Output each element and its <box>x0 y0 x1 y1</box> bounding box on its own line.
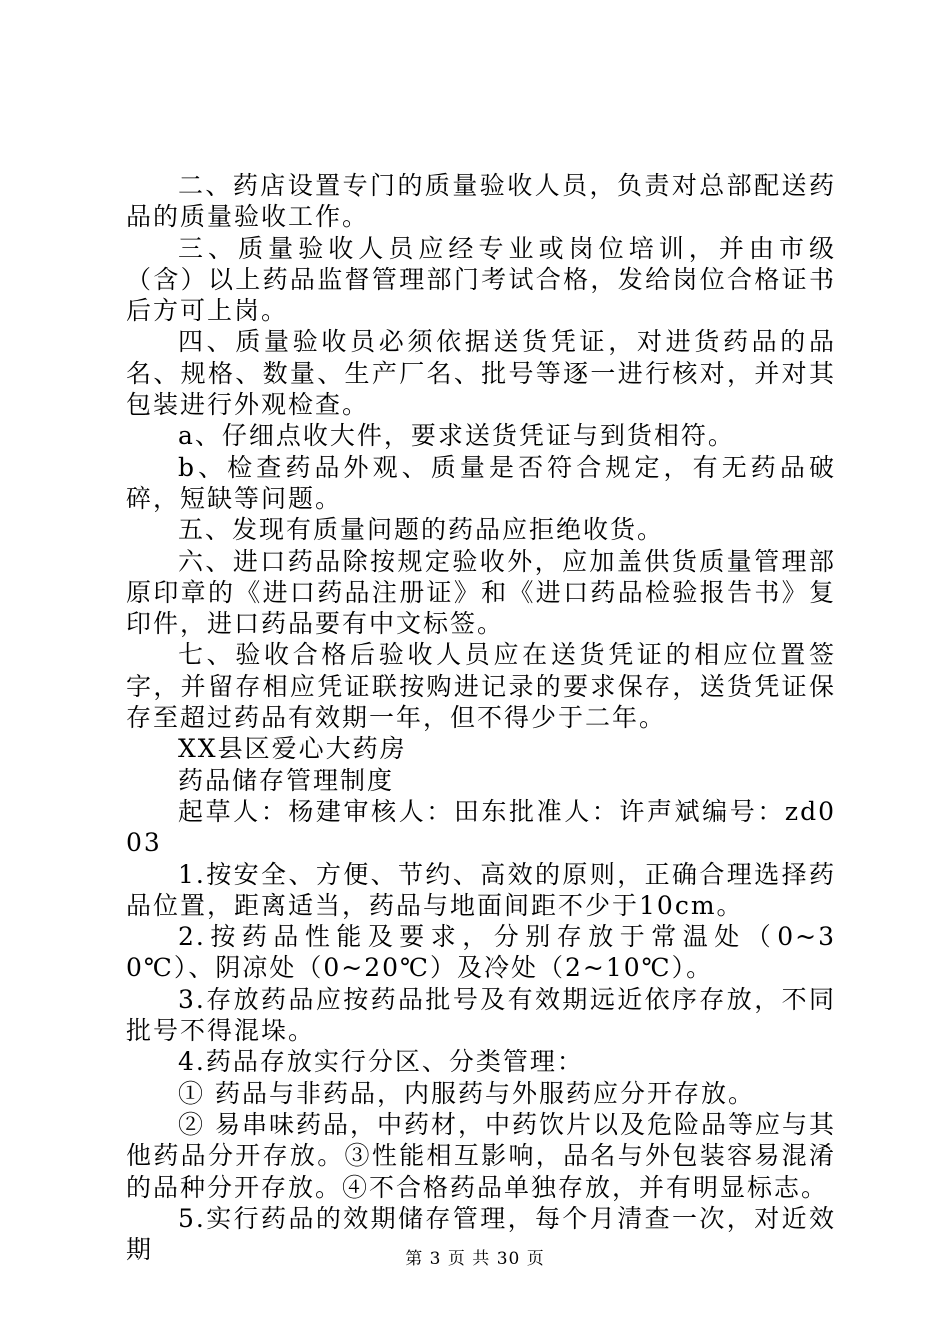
storage-rule-3: 3.存放药品应按药品批号及有效期远近依序存放，不同批号不得混垛。 <box>126 984 836 1046</box>
pharmacy-name: XX县区爱心大药房 <box>178 734 407 764</box>
storage-rule-4-item-1: ① 药品与非药品，内服药与外服药应分开存放。 <box>178 1078 755 1108</box>
storage-rule-1: 1.按安全、方便、节约、高效的原则，正确合理选择药品位置，距离适当，药品与地面间距不少于10cm。 <box>126 859 836 920</box>
paragraph-4a: a、仔细点收大件，要求送货凭证与到货相符。 <box>178 421 735 451</box>
regulation-title: 药品储存管理制度 <box>178 765 395 795</box>
page-footer: 第 3 页 共 30 页 <box>405 1249 545 1269</box>
paragraph-2: 二、药店设置专门的质量验收人员，负责对总部配送药品的质量验收工作。 <box>126 171 836 232</box>
paragraph-7: 七、验收合格后验收人员应在送货凭证的相应位置签字，并留存相应凭证联按购进记录的要求保存，送货凭证保存至超过药品有效期一年，但不得少于二年。 <box>126 640 836 733</box>
paragraph-6: 六、进口药品除按规定验收外，应加盖供货质量管理部原印章的《进口药品注册证》和《进口药品检验报告书》复印件，进口药品要有中文标签。 <box>126 546 836 639</box>
document-credits: 起草人：杨建审核人：田东批准人：许声斌编号：zd003 <box>126 796 836 858</box>
storage-rule-5: 5.实行药品的效期储存管理，每个月清查一次，对近效期 <box>126 1203 836 1265</box>
paragraph-3: 三、质量验收人员应经专业或岗位培训，并由市级（含）以上药品监督管理部门考试合格，发给岗位合格证书后方可上岗。 <box>126 233 836 326</box>
storage-rule-4: 4.药品存放实行分区、分类管理： <box>178 1047 584 1077</box>
paragraph-4b: b、检查药品外观、质量是否符合规定，有无药品破碎，短缺等问题。 <box>126 452 836 513</box>
storage-rule-2: 2.按药品性能及要求，分别存放于常温处（0~30℃）、阴凉处（0~20℃）及冷处（2~10℃）。 <box>126 922 836 983</box>
storage-rule-4-item-2: ② 易串味药品，中药材，中药饮片以及危险品等应与其他药品分开存放。③性能相互影响，品名与外包装容易混淆的品种分开存放。④不合格药品单独存放，并有明显标志。 <box>126 1109 836 1202</box>
document-body <box>126 170 836 1265</box>
paragraph-5: 五、发现有质量问题的药品应拒绝收货。 <box>178 515 665 545</box>
paragraph-4: 四、质量验收员必须依据送货凭证，对进货药品的品名、规格、数量、生产厂名、批号等逐一进行核对，并对其包装进行外观检查。 <box>126 327 836 420</box>
